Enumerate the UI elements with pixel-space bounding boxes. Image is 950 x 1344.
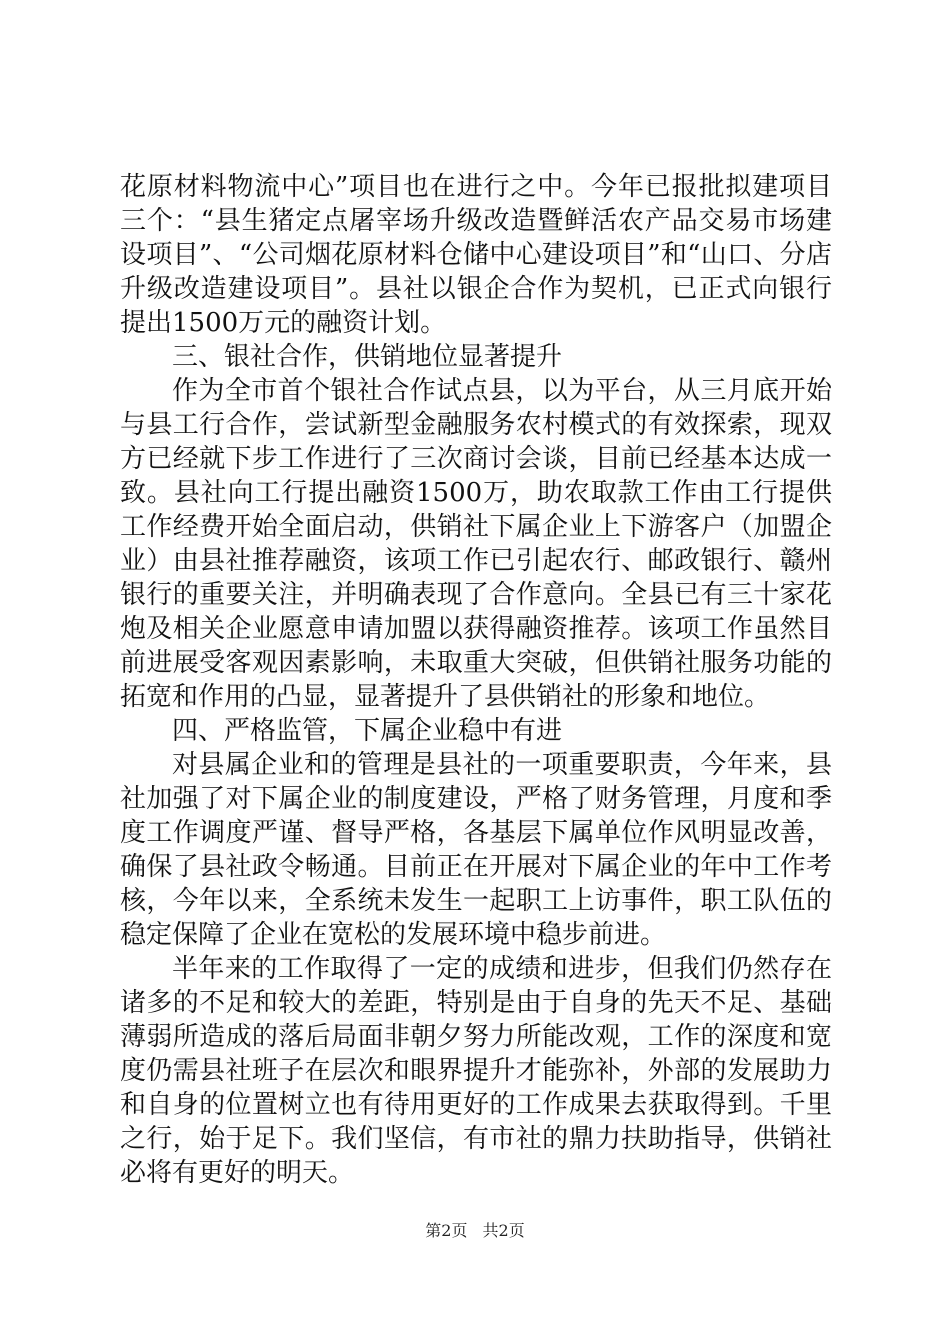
page-number: 第2页	[425, 1221, 468, 1240]
page-total: 共2页	[482, 1221, 525, 1240]
section-heading-3: 三、银社合作，供销地位显著提升	[172, 342, 563, 372]
document-body	[120, 170, 832, 1190]
section-heading-4: 四、严格监管，下属企业稳中有进	[172, 716, 563, 746]
paragraph-bank-cooperation: 作为全市首个银社合作试点县，以为平台，从三月底开始与县工行合作，尝试新型金融服务农村模式的有效探索，现双方已经就下步工作进行了三次商讨会谈，目前已经基本达成一致。县社向工行提出融资1500万，助农取款工作由工行提供工作经费开始全面启动，供销社下属企业上下游客户（加盟企业）由县社推荐融资，该项工作已引起农行、邮政银行、赣州银行的重要关注，并明确表现了合作意向。全县已有三十家花炮及相关企业愿意申请加盟以获得融资推荐。该项工作虽然目前进展受客观因素影响，未取重大突破，但供销社服务功能的拓宽和作用的凸显，显著提升了县供销社的形象和地位。	[120, 376, 832, 712]
paragraph-continuation: 花原材料物流中心”项目也在进行之中。今年已报批拟建项目三个：“县生猪定点屠宰场升级改造暨鲜活农产品交易市场建设项目”、“公司烟花原材料仓储中心建设项目”和“山口、分店升级改造建设项目”。县社以银企合作为契机，已正式向银行提出1500万元的融资计划。	[120, 172, 832, 338]
paragraph-conclusion: 半年来的工作取得了一定的成绩和进步，但我们仍然存在诸多的不足和较大的差距，特别是由于自身的先天不足、基础薄弱所造成的落后局面非朝夕努力所能改观，工作的深度和宽度仍需县社班子在层次和眼界提升才能弥补，外部的发展助力和自身的位置树立也有待用更好的工作成果去获取得到。千里之行，始于足下。我们坚信，有市社的鼎力扶助指导，供销社必将有更好的明天。	[120, 954, 832, 1188]
page-footer	[0, 1218, 950, 1241]
paragraph-supervision: 对县属企业和的管理是县社的一项重要职责，今年来，县社加强了对下属企业的制度建设，严格了财务管理，月度和季度工作调度严谨、督导严格，各基层下属单位作风明显改善，确保了县社政令畅通。目前正在开展对下属企业的年中工作考核，今年以来，全系统未发生一起职工上访事件，职工队伍的稳定保障了企业在宽松的发展环境中稳步前进。	[120, 750, 832, 950]
